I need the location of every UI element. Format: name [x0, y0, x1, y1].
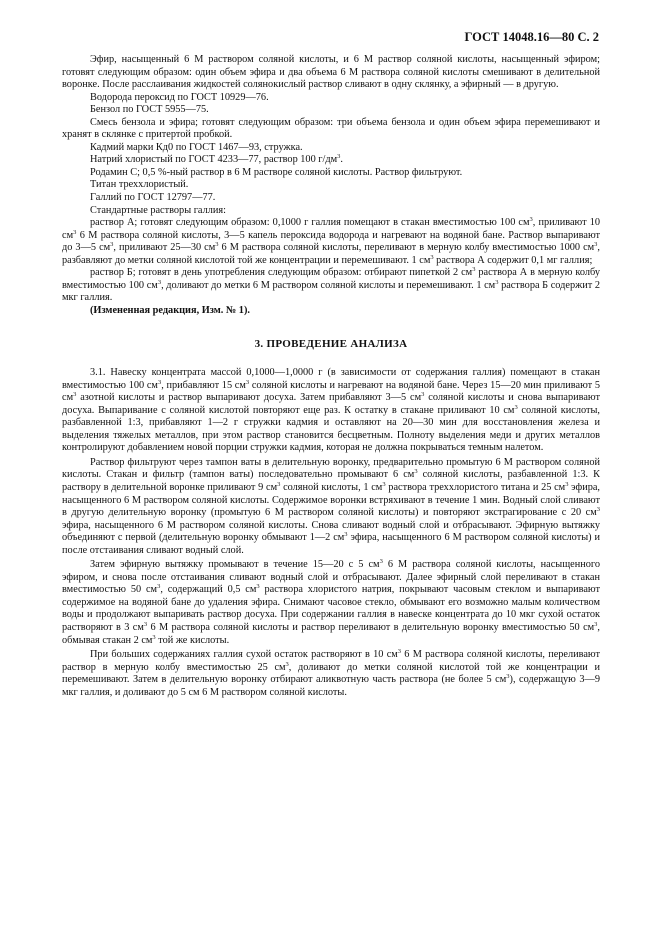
standard-solution-a: раствор А; готовят следующим образом: 0,1000 г галлия помещают в стакан вместимостью 100 $см^3$, приливают 10 $см^3$ 6 М раствора соляной кислоты, 3—5 капель пероксида водорода и нагревают на водяной бане. Раствор выпаривают до 3—5 $см^3$, приливают 25—30 $см^3$ 6 М раствора соляной кислоты, переливают в мерную колбу вместимостью 1000 $см^3$, разбавляют до метки соляной кислотой той же концентрации и перемешивают. 1 $см^3$ раствора А содержит 0,1 мг галлия; — [62, 216, 600, 266]
reagent-benzene: Бензол по ГОСТ 5955—75. — [90, 104, 209, 116]
reagent-gallium: Галлий по ГОСТ 12797—77. — [90, 192, 216, 204]
analysis-paragraph-4: При больших содержаниях галлия сухой остаток растворяют в 10 $см^3$ 6 М раствора соляной кислоты, переливают раствор в мерную колбу вместимостью 25 $см^3$, доливают до метки соляной кислотой той же концентрации и перемешивают. Затем в делительную воронку отбирают аликвотную часть раствора (не более 5 $см^3$), содержащую 3—9 мкг галлия, и доливают до 5 см 6 М раствором соляной кислоты. — [62, 648, 600, 698]
analysis-paragraph-2: Раствор фильтруют через тампон ваты в делительную воронку, предварительно промытую 6 М раствором соляной кислоты. Стакан и фильтр (тампон ваты) последовательно промывают 6 $см^3$ соляной кислоты, разбавленной 1:3. К раствору в делительной воронке приливают 9 $см^3$ соляной кислоты, 1 $см^3$ раствора треххлористого титана и 25 $см^3$ эфира, насыщенного 6 М раствором соляной кислоты. Содержимое воронки встряхивают в течение 1 мин. Водный слой сливают в другую делительную воронку (промытую 6 М раствором соляной кислоты) и повторяют экстрагирование с 20 $см^3$ эфира, насыщенного 6 М раствором соляной кислоты. Снова сливают водный слой и отбрасывают. Эфирную вытяжку объединяют с первой (делительную воронку обмывают 1—2 $см^3$ эфира, насыщенного 6 М раствором соляной кислоты) и после отстаивания сливают водный слой. — [62, 456, 600, 556]
reagent-titanium: Титан треххлористый. — [90, 179, 189, 191]
document-body — [62, 54, 600, 699]
analysis-paragraph-3: Затем эфирную вытяжку промывают в течение 15—20 с 5 $см^3$ 6 М раствора соляной кислоты, насыщенного эфиром, и снова после отстаивания сливают водный слой и отбрасывают. Далее эфирный слой переливают в стакан вместимостью 50 $см^3$, содержащий 0,5 $см^3$ раствора хлористого натрия, покрывают часовым стеклом и выпаривают содержимое на водяной бане до удаления эфира. Снимают часовое стекло, обмывают его возможно малым количеством воды и продолжают выпаривать раствор досуха. При содержании галлия в навеске концентрата до 10 мкг сухой остаток растворяют в 3 $см^3$ 6 М раствора соляной кислоты и раствор переливают в делительную воронку вместимостью 50 $см^3$, обмывая стакан 2 $см^3$ той же кислоты. — [62, 558, 601, 646]
reagent-sodium-chloride: Натрий хлористый по ГОСТ 4233—77, раствор 100 $г/дм^3$. — [90, 153, 343, 166]
standard-solution-b: раствор Б; готовят в день употребления следующим образом: отбирают пипеткой 2 $см^3$ раствора А в мерную колбу вместимостью 100 $см^3$, доливают до метки 6 М раствором соляной кислоты и перемешивают. 1 $см^3$ раствора Б содержит 2 мкг галлия. — [62, 266, 601, 304]
page-header: ГОСТ 14048.16—80 С. 2 — [464, 30, 599, 44]
reagent-ether-paragraph: Эфир, насыщенный 6 М раствором соляной кислоты, и 6 М раствор соляной кислоты, насыщенный эфиром; готовят следующим образом: один объем эфира и два объема 6 М раствора соляной кислоты смешивают в делительной воронке. После расслаивания жидкостей солянокислый раствор сливают в одну склянку, а эфирный — в другую. — [62, 54, 600, 91]
edition-note: (Измененная редакция, Изм. № 1). — [90, 304, 250, 316]
reagent-hydrogen-peroxide: Водорода пероксид по ГОСТ 10929—76. — [90, 91, 269, 103]
analysis-paragraph-1: 3.1. Навеску концентрата массой 0,1000—1,0000 г (в зависимости от содержания галлия) помещают в стакан вместимостью 100 $см^3$, прибавляют 15 $см^3$ соляной кислоты и нагревают на водяной бане. Через 15—20 мин приливают 5 $см^3$ азотной кислоты и раствор выпаривают досуха. Затем прибавляют 3—5 $см^3$ соляной кислоты и снова выпаривают досуха. Выпаривание с соляной кислотой повторяют еще раз. К остатку в стакане приливают 10 $см^3$ соляной кислоты, разбавленной 1:3, прибавляют 1—2 г стружки кадмия и оставляют на 20—30 мин для восстановления железа и выделения тяжелых металлов, при этом раствор становится бесцветным. Полноту выделения меди и других металлов контролируют добавлением новой порции стружки кадмия, которая не должна покрываться темным налетом. — [62, 367, 600, 454]
reagent-rhodamine: Родамин С; 0,5 %-ный раствор в 6 М растворе соляной кислоты. Раствор фильтруют. — [90, 166, 463, 178]
reagent-standard-solutions: Стандартные растворы галлия: — [90, 204, 226, 216]
section-title: 3. ПРОВЕДЕНИЕ АНАЛИЗА — [254, 338, 408, 351]
reagent-cadmium: Кадмий марки Кд0 по ГОСТ 1467—93, стружка. — [90, 141, 303, 153]
reagent-benzene-ether-mix: Смесь бензола и эфира; готовят следующим образом: три объема бензола и один объем эфира перемешивают и хранят в склянке с притертой пробкой. — [62, 116, 600, 141]
